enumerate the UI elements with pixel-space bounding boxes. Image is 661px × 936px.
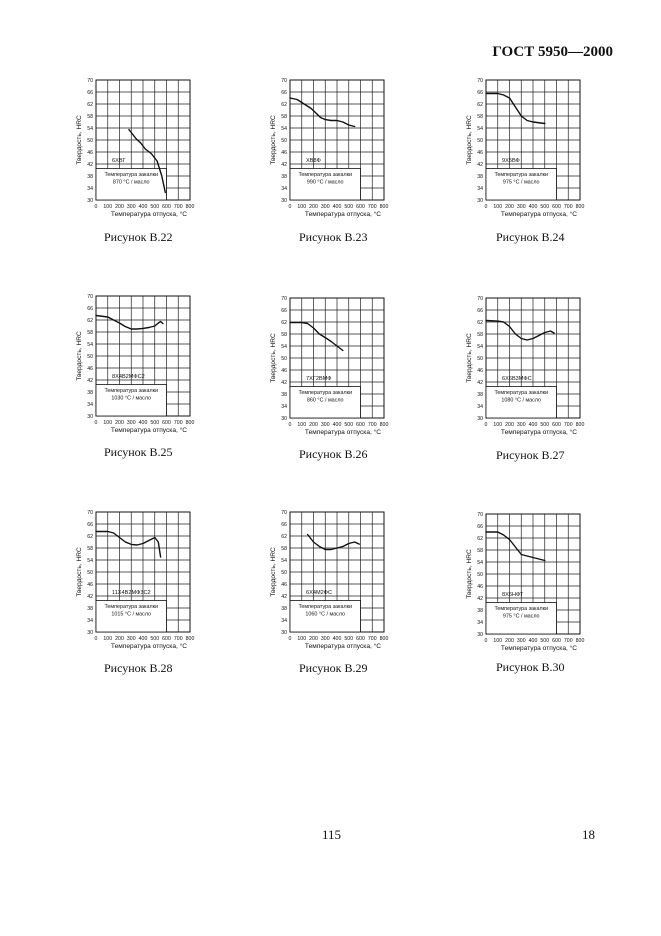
y-tick-label: 34 (87, 186, 93, 192)
steel-grade-label: 7ХГ2ВМФ (306, 376, 332, 382)
y-tick-label: 54 (87, 126, 93, 132)
standard-designation: ГОСТ 5950—2000 (492, 44, 613, 60)
y-tick-label: 46 (477, 584, 483, 590)
chart-2 (266, 80, 416, 226)
y-tick-label: 38 (477, 608, 483, 614)
y-tick-label: 30 (477, 632, 483, 638)
x-tick-label: 100 (493, 422, 503, 428)
y-tick-label: 58 (477, 332, 483, 338)
figure-caption: Рисунок В.24 (496, 230, 565, 244)
y-tick-label: 46 (477, 150, 483, 156)
quench-temperature: 870 °C / масло (112, 179, 150, 186)
chart-svg (266, 298, 416, 444)
y-tick-label: 70 (87, 294, 93, 300)
y-tick-label: 38 (281, 174, 287, 180)
y-tick-label: 58 (281, 332, 287, 338)
y-tick-label: 66 (281, 90, 287, 96)
y-tick-label: 54 (87, 558, 93, 564)
x-tick-label: 800 (379, 422, 389, 428)
y-axis-label: Твердость, HRC (270, 547, 277, 597)
x-tick-label: 0 (288, 204, 292, 210)
y-tick-label: 62 (281, 534, 287, 540)
x-tick-label: 300 (516, 204, 526, 210)
y-tick-label: 42 (477, 162, 483, 168)
y-tick-label: 62 (477, 102, 483, 108)
y-axis-label: Твердость, HRC (466, 549, 473, 599)
x-tick-label: 200 (115, 636, 124, 642)
hardness-curve (308, 535, 360, 550)
y-tick-label: 66 (477, 90, 483, 96)
x-tick-label: 700 (173, 636, 183, 642)
x-axis-label: Температура отпуска, °C (304, 211, 382, 218)
x-tick-label: 800 (575, 204, 585, 210)
y-tick-label: 46 (87, 366, 93, 372)
x-tick-label: 300 (320, 204, 330, 210)
x-tick-label: 0 (484, 204, 488, 210)
y-tick-label: 34 (281, 186, 287, 192)
x-tick-label: 500 (150, 420, 160, 426)
chart-9 (462, 514, 612, 660)
y-tick-label: 30 (87, 414, 93, 420)
y-axis-label: Твердость, HRC (466, 115, 473, 165)
x-tick-label: 300 (320, 636, 330, 642)
y-tick-label: 46 (87, 582, 93, 588)
figure-caption: Рисунок В.28 (104, 661, 173, 675)
x-tick-label: 500 (540, 204, 550, 210)
y-tick-label: 54 (281, 344, 287, 350)
y-tick-label: 46 (87, 150, 93, 156)
steel-grade-label: 6Х6В3МФС (502, 376, 532, 382)
y-axis-label: Твердость, HRC (270, 333, 277, 383)
chart-svg (266, 512, 416, 658)
x-tick-label: 400 (138, 204, 148, 210)
y-tick-label: 54 (477, 126, 483, 132)
x-tick-label: 500 (540, 638, 550, 644)
chart-3 (462, 80, 612, 226)
y-tick-label: 50 (281, 570, 287, 576)
y-tick-label: 42 (281, 594, 287, 600)
y-axis-label: Твердость, HRC (270, 115, 277, 165)
x-tick-label: 700 (563, 422, 573, 428)
x-tick-label: 300 (320, 422, 330, 428)
y-tick-label: 70 (477, 296, 483, 302)
quench-temperature: 975 °C / масло (502, 613, 540, 620)
y-tick-label: 46 (477, 368, 483, 374)
steel-grade-label: ХВ8Ф (306, 158, 321, 164)
x-tick-label: 600 (162, 204, 171, 210)
x-tick-label: 500 (344, 422, 354, 428)
x-tick-label: 500 (150, 204, 160, 210)
x-tick-label: 0 (94, 204, 98, 210)
y-tick-label: 50 (281, 356, 287, 362)
x-tick-label: 500 (344, 636, 354, 642)
sheet-number: 18 (582, 827, 595, 842)
chart-1 (72, 80, 222, 226)
hardness-curve (96, 532, 161, 558)
hardness-curve (290, 98, 355, 127)
figure-caption: Рисунок В.27 (496, 448, 565, 462)
x-tick-label: 400 (138, 636, 148, 642)
x-tick-label: 200 (115, 204, 124, 210)
x-tick-label: 400 (528, 422, 538, 428)
y-tick-label: 54 (281, 126, 287, 132)
figure-caption: Рисунок В.30 (496, 660, 565, 674)
chart-svg (72, 80, 222, 226)
y-tick-label: 62 (477, 320, 483, 326)
x-tick-label: 500 (150, 636, 160, 642)
x-tick-label: 700 (563, 638, 573, 644)
y-axis-label: Твердость, HRC (76, 547, 83, 597)
x-tick-label: 100 (493, 204, 503, 210)
quench-temperature: 1015 °C / масло (111, 611, 152, 618)
figure-caption: Рисунок В.23 (299, 230, 368, 244)
x-tick-label: 700 (367, 204, 377, 210)
x-tick-label: 500 (540, 422, 550, 428)
x-tick-label: 200 (505, 204, 514, 210)
x-tick-label: 400 (528, 638, 538, 644)
chart-svg (462, 514, 612, 660)
quench-label: Температура закалки (104, 172, 159, 178)
y-tick-label: 34 (477, 404, 483, 410)
y-tick-label: 50 (281, 138, 287, 144)
x-tick-label: 400 (332, 204, 342, 210)
y-tick-label: 42 (477, 380, 483, 386)
y-tick-label: 66 (477, 308, 483, 314)
quench-label: Температура закалки (494, 606, 549, 612)
x-tick-label: 800 (185, 636, 195, 642)
y-tick-label: 54 (87, 342, 93, 348)
steel-grade-label: 6Х4М2ФС (306, 590, 333, 596)
steel-grade-label: 9Х5ВФ (502, 158, 520, 164)
y-tick-label: 34 (477, 620, 483, 626)
y-tick-label: 66 (281, 308, 287, 314)
x-axis-label: Температура отпуска, °C (304, 429, 382, 436)
y-tick-label: 46 (281, 368, 287, 374)
x-tick-label: 0 (94, 420, 98, 426)
y-tick-label: 62 (87, 534, 93, 540)
quench-temperature: 1080 °C / масло (501, 397, 542, 404)
y-tick-label: 30 (87, 198, 93, 204)
x-tick-label: 200 (309, 204, 318, 210)
chart-7 (72, 512, 222, 658)
figure-caption: Рисунок В.25 (104, 445, 173, 459)
y-tick-label: 30 (281, 416, 287, 422)
x-tick-label: 100 (103, 204, 113, 210)
y-tick-label: 34 (87, 402, 93, 408)
y-tick-label: 34 (477, 186, 483, 192)
chart-5 (266, 298, 416, 444)
y-tick-label: 58 (87, 330, 93, 336)
y-tick-label: 66 (477, 524, 483, 530)
figure-caption: Рисунок В.26 (299, 447, 368, 461)
x-tick-label: 0 (94, 636, 98, 642)
y-tick-label: 54 (281, 558, 287, 564)
steel-grade-label: 6ХВГ (112, 158, 126, 164)
quench-label: Температура закалки (104, 604, 159, 610)
quench-label: Температура закалки (494, 390, 549, 396)
x-tick-label: 400 (332, 636, 342, 642)
chart-6 (462, 298, 612, 444)
quench-label: Температура закалки (298, 390, 353, 396)
y-tick-label: 50 (87, 138, 93, 144)
y-tick-label: 54 (477, 344, 483, 350)
y-tick-label: 42 (281, 162, 287, 168)
x-axis-label: Температура отпуска, °C (500, 429, 578, 436)
chart-svg (266, 80, 416, 226)
chart-4 (72, 296, 222, 442)
y-tick-label: 30 (281, 630, 287, 636)
x-tick-label: 700 (173, 420, 183, 426)
x-tick-label: 200 (309, 422, 318, 428)
x-tick-label: 600 (162, 420, 171, 426)
y-tick-label: 34 (87, 618, 93, 624)
x-tick-label: 300 (126, 204, 136, 210)
y-tick-label: 58 (87, 114, 93, 120)
y-tick-label: 38 (477, 392, 483, 398)
y-axis-label: Твердость, HRC (76, 115, 83, 165)
steel-grade-label: 8Х6НФТ (502, 592, 524, 598)
y-tick-label: 50 (477, 356, 483, 362)
x-tick-label: 600 (552, 638, 561, 644)
figure-caption: Рисунок В.29 (299, 661, 368, 675)
x-axis-label: Температура отпуска, °C (110, 211, 188, 218)
hardness-curve (486, 532, 545, 561)
x-tick-label: 600 (552, 422, 561, 428)
y-tick-label: 58 (477, 114, 483, 120)
hardness-curve (96, 316, 163, 330)
quench-label: Температура закалки (298, 172, 353, 178)
chart-svg (72, 512, 222, 658)
x-tick-label: 600 (162, 636, 171, 642)
quench-temperature: 975 °C / масло (502, 179, 540, 186)
page-number: 115 (322, 827, 342, 842)
y-tick-label: 38 (477, 174, 483, 180)
x-tick-label: 800 (379, 204, 389, 210)
x-tick-label: 0 (484, 422, 488, 428)
x-tick-label: 600 (356, 204, 365, 210)
chart-8 (266, 512, 416, 658)
x-tick-label: 700 (173, 204, 183, 210)
x-tick-label: 300 (126, 636, 136, 642)
quench-label: Температура закалки (494, 172, 549, 178)
y-tick-label: 30 (281, 198, 287, 204)
x-tick-label: 800 (575, 422, 585, 428)
quench-temperature: 860 °C / масло (306, 397, 344, 404)
y-tick-label: 70 (281, 78, 287, 84)
y-tick-label: 70 (477, 78, 483, 84)
x-tick-label: 200 (309, 636, 318, 642)
y-tick-label: 58 (281, 546, 287, 552)
x-tick-label: 200 (505, 422, 514, 428)
x-tick-label: 200 (505, 638, 514, 644)
chart-svg (72, 296, 222, 442)
y-tick-label: 30 (477, 416, 483, 422)
y-tick-label: 42 (281, 380, 287, 386)
y-tick-label: 46 (281, 582, 287, 588)
y-tick-label: 66 (281, 522, 287, 528)
x-tick-label: 100 (297, 204, 307, 210)
y-tick-label: 50 (477, 572, 483, 578)
x-tick-label: 700 (367, 636, 377, 642)
x-tick-label: 600 (356, 636, 365, 642)
y-tick-label: 30 (87, 630, 93, 636)
y-tick-label: 50 (87, 570, 93, 576)
y-tick-label: 50 (87, 354, 93, 360)
x-tick-label: 100 (493, 638, 503, 644)
y-tick-label: 70 (87, 510, 93, 516)
x-tick-label: 800 (185, 420, 195, 426)
quench-label: Температура закалки (104, 388, 159, 394)
y-tick-label: 42 (87, 378, 93, 384)
x-tick-label: 300 (126, 420, 136, 426)
y-tick-label: 66 (87, 522, 93, 528)
x-tick-label: 600 (356, 422, 365, 428)
x-tick-label: 0 (288, 422, 292, 428)
y-tick-label: 38 (281, 392, 287, 398)
y-tick-label: 38 (87, 174, 93, 180)
y-tick-label: 50 (477, 138, 483, 144)
x-tick-label: 0 (484, 638, 488, 644)
x-tick-label: 100 (297, 422, 307, 428)
x-tick-label: 100 (103, 420, 113, 426)
y-axis-label: Твердость, HRC (76, 331, 83, 381)
y-tick-label: 62 (87, 318, 93, 324)
y-tick-label: 34 (281, 404, 287, 410)
y-tick-label: 62 (87, 102, 93, 108)
y-tick-label: 38 (87, 390, 93, 396)
y-tick-label: 70 (87, 78, 93, 84)
x-axis-label: Температура отпуска, °C (110, 643, 188, 650)
chart-svg (462, 298, 612, 444)
y-tick-label: 62 (281, 320, 287, 326)
x-tick-label: 400 (528, 204, 538, 210)
y-tick-label: 70 (477, 512, 483, 518)
y-tick-label: 38 (281, 606, 287, 612)
y-tick-label: 66 (87, 306, 93, 312)
x-tick-label: 700 (563, 204, 573, 210)
hardness-curve (486, 321, 554, 341)
x-tick-label: 300 (516, 422, 526, 428)
x-tick-label: 800 (185, 204, 195, 210)
y-tick-label: 42 (87, 594, 93, 600)
y-tick-label: 34 (281, 618, 287, 624)
quench-temperature: 990 °C / масло (306, 179, 344, 186)
x-tick-label: 400 (138, 420, 148, 426)
y-tick-label: 58 (87, 546, 93, 552)
y-tick-label: 58 (477, 548, 483, 554)
y-tick-label: 70 (281, 510, 287, 516)
y-tick-label: 46 (281, 150, 287, 156)
x-axis-label: Температура отпуска, °C (500, 645, 578, 652)
steel-grade-label: 8Х4В2МФС2 (112, 374, 145, 380)
x-tick-label: 800 (379, 636, 389, 642)
x-tick-label: 100 (103, 636, 113, 642)
x-tick-label: 700 (367, 422, 377, 428)
y-tick-label: 66 (87, 90, 93, 96)
y-tick-label: 70 (281, 296, 287, 302)
y-tick-label: 38 (87, 606, 93, 612)
quench-temperature: 1030 °C / масло (111, 395, 152, 402)
y-tick-label: 54 (477, 560, 483, 566)
x-axis-label: Температура отпуска, °C (110, 427, 188, 434)
x-axis-label: Температура отпуска, °C (500, 211, 578, 218)
hardness-curve (486, 94, 545, 124)
y-tick-label: 58 (281, 114, 287, 120)
x-tick-label: 200 (115, 420, 124, 426)
x-tick-label: 400 (332, 422, 342, 428)
x-tick-label: 800 (575, 638, 585, 644)
x-tick-label: 500 (344, 204, 354, 210)
figure-caption: Рисунок В.22 (104, 230, 173, 244)
x-tick-label: 100 (297, 636, 307, 642)
x-tick-label: 600 (552, 204, 561, 210)
quench-temperature: 1060 °C / масло (305, 611, 346, 618)
steel-grade-label: 11Х4В2МФ3С2 (112, 590, 151, 596)
chart-svg (462, 80, 612, 226)
x-tick-label: 0 (288, 636, 292, 642)
y-axis-label: Твердость, HRC (466, 333, 473, 383)
y-tick-label: 62 (477, 536, 483, 542)
quench-label: Температура закалки (298, 604, 353, 610)
y-tick-label: 30 (477, 198, 483, 204)
y-tick-label: 42 (477, 596, 483, 602)
x-tick-label: 300 (516, 638, 526, 644)
y-tick-label: 62 (281, 102, 287, 108)
y-tick-label: 42 (87, 162, 93, 168)
x-axis-label: Температура отпуска, °C (304, 643, 382, 650)
